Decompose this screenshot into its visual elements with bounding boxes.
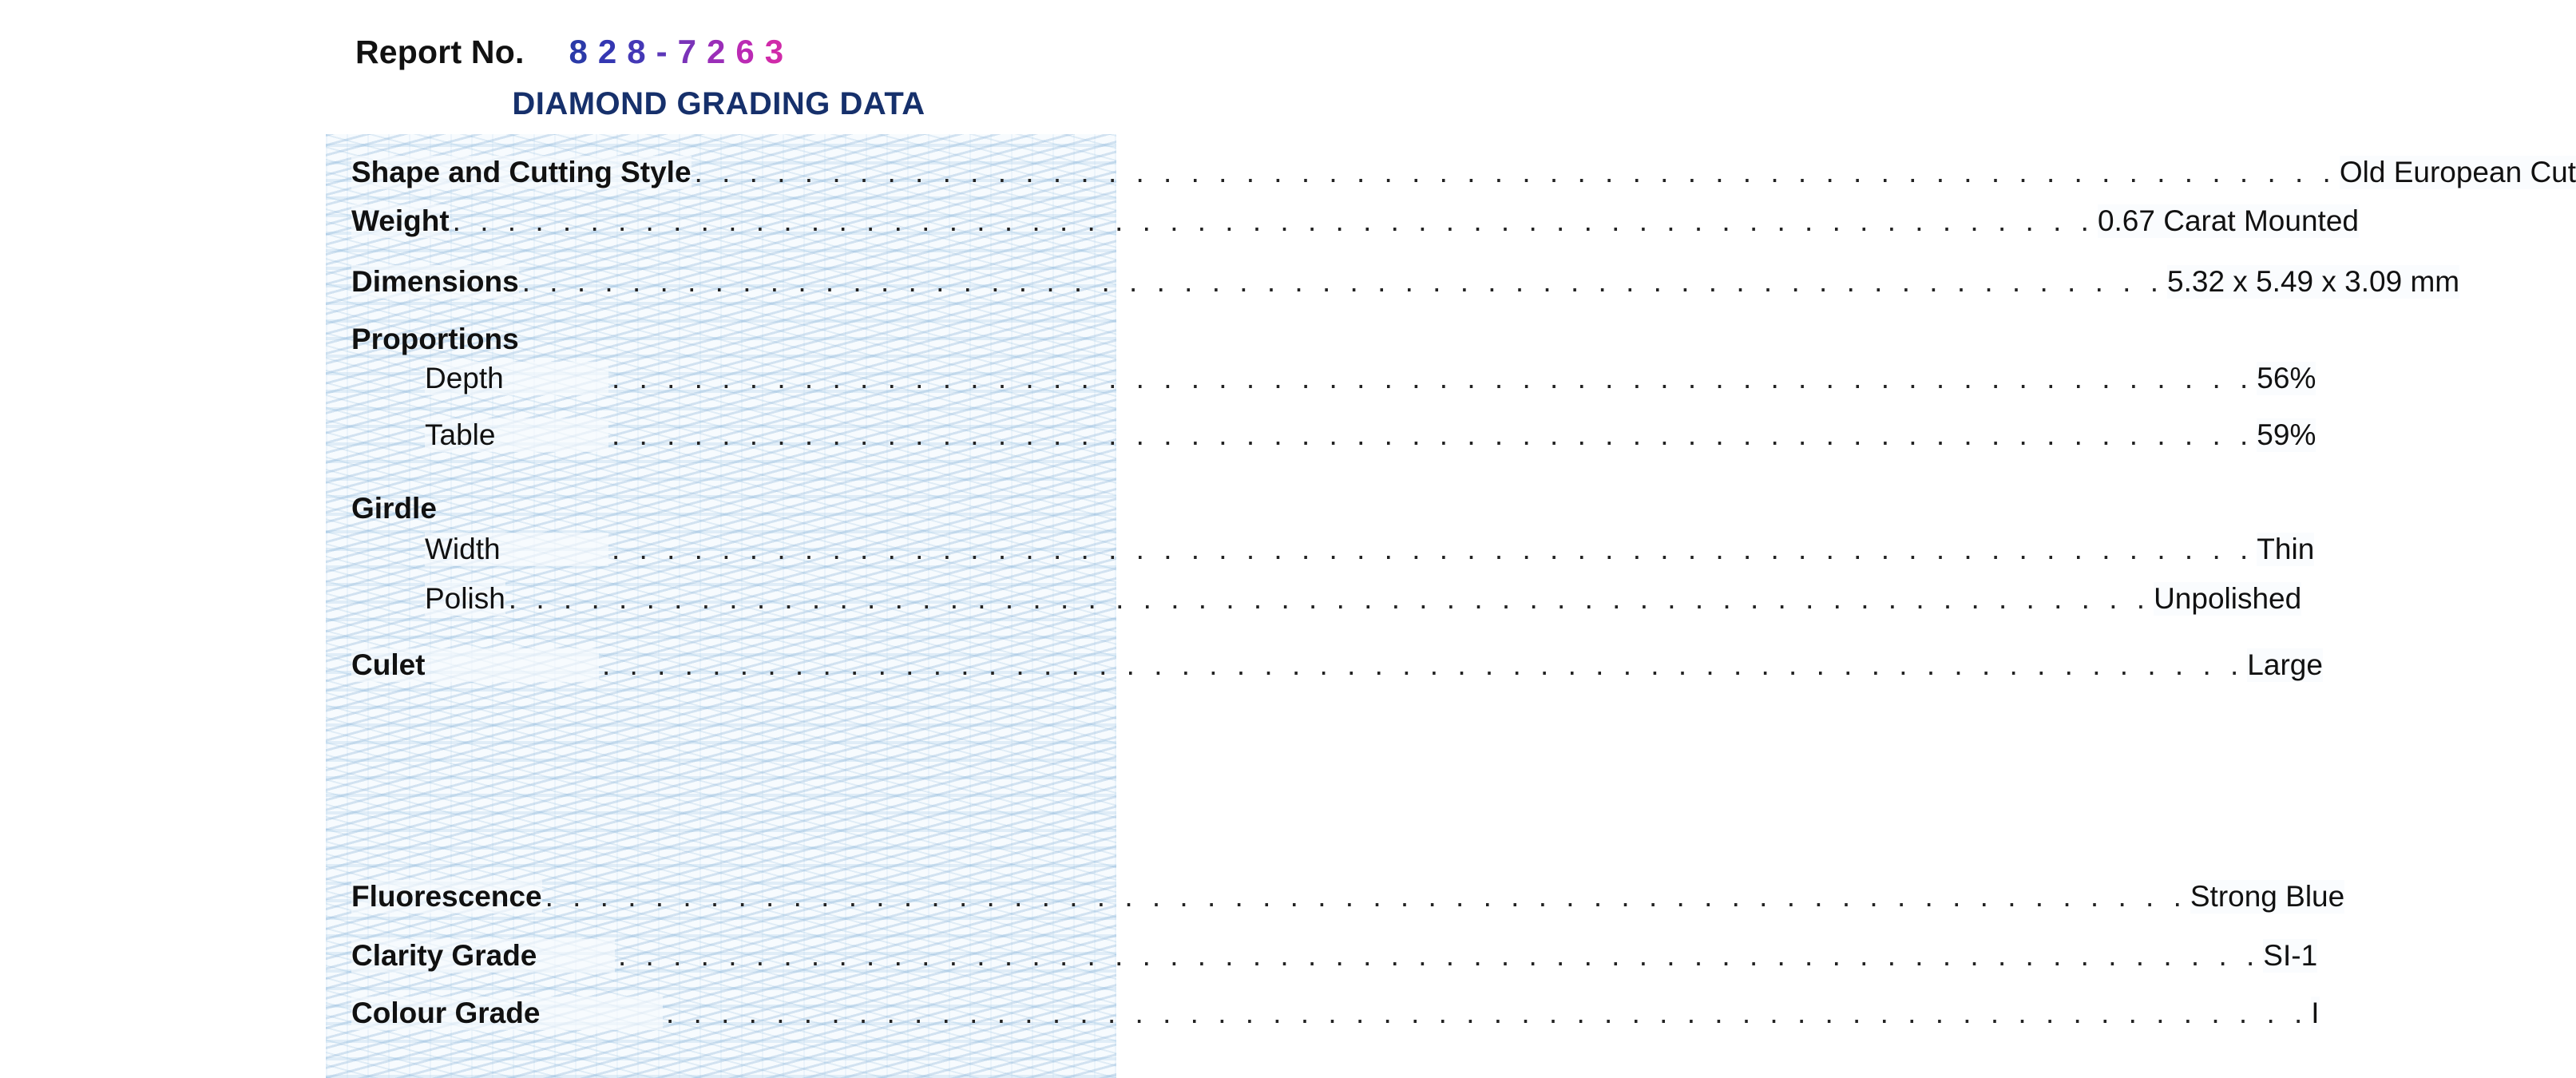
report-number-digit: 8 bbox=[569, 33, 598, 70]
row-clarity bbox=[351, 936, 2318, 976]
report-number-digit: 7 bbox=[677, 33, 707, 70]
row-culet bbox=[351, 645, 2323, 685]
report-number-label: Report No. bbox=[355, 33, 525, 70]
polish-label: Polish bbox=[425, 582, 505, 615]
row-fluorescence bbox=[351, 877, 2345, 917]
dot-leader: . . . . . . . . . . . . . . . . . . . . . . . . . . . . . . . . . . . . . . . . . . . . . . . . . . . . . . . . . . . . bbox=[521, 265, 2165, 298]
weight-value: 0.67 Carat Mounted bbox=[2097, 204, 2359, 237]
depth-label: Depth bbox=[425, 362, 608, 395]
grading-panel bbox=[326, 134, 2576, 1078]
row-girdle-polish bbox=[425, 579, 2302, 619]
culet-label: Culet bbox=[351, 648, 599, 682]
row-depth bbox=[425, 359, 2316, 398]
clarity-label: Clarity Grade bbox=[351, 939, 615, 973]
dot-leader: . . . . . . . . . . . . . . . . . . . . . . . . . . . . . . . . . . . . . . . . . . . . . . . . . . . . . . . . . . . . bbox=[694, 156, 2336, 188]
dot-leader: . . . . . . . . . . . . . . . . . . . . . . . . . . . . . . . . . . . . . . . . . . . . . . . . . . . . . . . . . . . . bbox=[612, 362, 2254, 394]
dot-leader: . . . . . . . . . . . . . . . . . . . . . . . . . . . . . . . . . . . . . . . . . . . . . . . . . . . . . . . . . . . . bbox=[666, 997, 2308, 1029]
weight-label: Weight bbox=[351, 204, 450, 237]
table-value: 59% bbox=[2257, 418, 2316, 451]
dot-leader: . . . . . . . . . . . . . . . . . . . . . . . . . . . . . . . . . . . . . . . . . . . . . . . . . . . . . . . . . . . . bbox=[602, 648, 2245, 681]
row-table bbox=[425, 415, 2316, 455]
row-weight bbox=[351, 201, 2359, 241]
fluorescence-label: Fluorescence bbox=[351, 880, 542, 913]
colour-label: Colour Grade bbox=[351, 997, 663, 1030]
report-number bbox=[569, 33, 795, 71]
report-number-digit: 6 bbox=[735, 33, 765, 70]
row-girdle-width bbox=[425, 529, 2315, 569]
report-number-digit: 8 bbox=[627, 33, 656, 70]
shape-label: Shape and Cutting Style bbox=[351, 156, 692, 188]
shape-value: Old European Cut bbox=[2339, 156, 2576, 188]
row-colour bbox=[351, 993, 2320, 1033]
fluorescence-value: Strong Blue bbox=[2190, 880, 2345, 913]
width-label: Width bbox=[425, 533, 608, 566]
dimensions-value: 5.32 x 5.49 x 3.09 mm bbox=[2167, 265, 2460, 298]
polish-value: Unpolished bbox=[2154, 582, 2302, 615]
depth-value: 56% bbox=[2257, 362, 2316, 394]
colour-value: I bbox=[2311, 997, 2320, 1029]
report-number-digit: 3 bbox=[764, 33, 795, 70]
row-dimensions bbox=[351, 262, 2460, 302]
clarity-value: SI-1 bbox=[2263, 939, 2318, 972]
dot-leader: . . . . . . . . . . . . . . . . . . . . . . . . . . . . . . . . . . . . . . . . . . . . . . . . . . . . . . . . . . . . bbox=[508, 582, 2151, 615]
row-shape bbox=[351, 153, 2576, 192]
report-number-digit: - bbox=[656, 33, 678, 70]
dot-leader: . . . . . . . . . . . . . . . . . . . . . . . . . . . . . . . . . . . . . . . . . . . . . . . . . . . . . . . . . . . . bbox=[612, 533, 2254, 565]
girdle-heading: Girdle bbox=[351, 492, 437, 525]
dot-leader: . . . . . . . . . . . . . . . . . . . . . . . . . . . . . . . . . . . . . . . . . . . . . . . . . . . . . . . . . . . . bbox=[452, 204, 2094, 237]
section-title: DIAMOND GRADING DATA bbox=[512, 86, 925, 121]
report-number-digit: 2 bbox=[706, 33, 736, 70]
dot-leader: . . . . . . . . . . . . . . . . . . . . . . . . . . . . . . . . . . . . . . . . . . . . . . . . . . . . . . . . . . . . bbox=[545, 880, 2187, 913]
report-number-line bbox=[355, 26, 794, 78]
report-number-digit: 2 bbox=[597, 33, 628, 70]
width-value: Thin bbox=[2257, 533, 2315, 565]
dimensions-label: Dimensions bbox=[351, 265, 519, 298]
dot-leader: . . . . . . . . . . . . . . . . . . . . . . . . . . . . . . . . . . . . . . . . . . . . . . . . . . . . . . . . . . . . bbox=[612, 418, 2254, 451]
proportions-heading: Proportions bbox=[351, 323, 519, 355]
culet-value: Large bbox=[2247, 648, 2323, 681]
table-label: Table bbox=[425, 418, 608, 452]
dot-leader: . . . . . . . . . . . . . . . . . . . . . . . . . . . . . . . . . . . . . . . . . . . . . . . . . . . . . . . . . . . . bbox=[618, 939, 2261, 972]
